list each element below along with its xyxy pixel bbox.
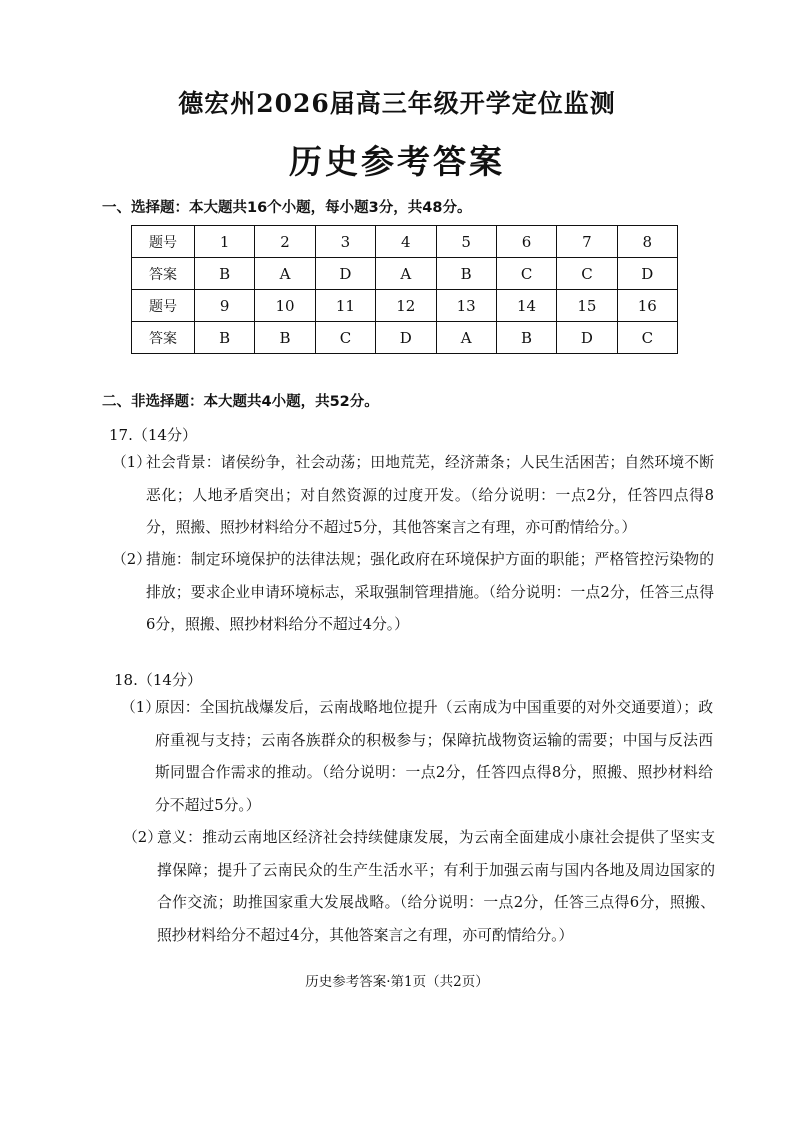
- answer-cell: D: [315, 258, 375, 290]
- question-number: 8: [617, 226, 677, 258]
- answer-cell: C: [617, 322, 677, 354]
- question-17-part-1: [112, 447, 714, 545]
- answer-cell: D: [376, 322, 436, 354]
- answer-cell: B: [496, 322, 556, 354]
- answer-cell: C: [315, 322, 375, 354]
- answer-text: 措施：制定环境保护的法律法规；强化政府在环境保护方面的职能；严格管控污染物的排放；要求企业申请环境标志，采取强制管理措施。（给分说明：一点2分，任答三点得6分，照搬、照抄材料给分不超过4分。）: [146, 551, 714, 633]
- table-row-numbers-1: [132, 226, 678, 258]
- subject-title: 历史参考答案: [289, 142, 505, 181]
- answer-cell: D: [617, 258, 677, 290]
- question-number: 12: [376, 290, 436, 322]
- question-number: 5: [436, 226, 496, 258]
- row-label: 题号: [132, 290, 195, 322]
- question-number: 14: [496, 290, 556, 322]
- answer-cell: B: [436, 258, 496, 290]
- question-18-part-1: [121, 692, 713, 822]
- exam-title: 德宏州2026届高三年级开学定位监测: [178, 89, 616, 118]
- answer-cell: D: [557, 322, 617, 354]
- answer-cell: A: [436, 322, 496, 354]
- section1-heading: 一、选择题：本大题共16个小题，每小题3分，共48分。: [102, 200, 472, 216]
- part-number: （1）: [121, 699, 161, 716]
- question-number: 15: [557, 290, 617, 322]
- question-number: 3: [315, 226, 375, 258]
- question-number: 1: [195, 226, 255, 258]
- answer-cell: B: [195, 322, 255, 354]
- table-row-answers-1: [132, 258, 678, 290]
- part-number: （1）: [112, 454, 152, 471]
- question-18-part-2: [123, 822, 715, 952]
- question-number: 13: [436, 290, 496, 322]
- answer-cell: C: [557, 258, 617, 290]
- part-number: （2）: [112, 551, 152, 568]
- question-17-part-2: [112, 544, 714, 642]
- question-number: 6: [496, 226, 556, 258]
- answer-table: [131, 225, 678, 354]
- row-label: 题号: [132, 226, 195, 258]
- answer-cell: B: [255, 322, 315, 354]
- row-label: 答案: [132, 258, 195, 290]
- question-number: 7: [557, 226, 617, 258]
- question-number: 4: [376, 226, 436, 258]
- answer-cell: B: [195, 258, 255, 290]
- section2-heading: 二、非选择题：本大题共4小题，共52分。: [102, 394, 379, 410]
- answer-text: 原因：全国抗战爆发后，云南战略地位提升（云南成为中国重要的对外交通要道）；政府重视与支持；云南各族群众的积极参与；保障抗战物资运输的需要；中国与反法西斯同盟合作需求的推动。（给分说明：一点2分，任答四点得8分，照搬、照抄材料给分不超过5分。）: [155, 699, 713, 814]
- answer-text: 意义：推动云南地区经济社会持续健康发展，为云南全面建成小康社会提供了坚实支撑保障；提升了云南民众的生产生活水平；有利于加强云南与国内各地及周边国家的合作交流；助推国家重大发展战略。（给分说明：一点2分，任答三点得6分，照搬、照抄材料给分不超过4分，其他答案言之有理，亦可酌情给分。）: [157, 829, 715, 944]
- table-row-numbers-2: [132, 290, 678, 322]
- answer-text: 社会背景：诸侯纷争，社会动荡；田地荒芜，经济萧条；人民生活困苦；自然环境不断恶化；人地矛盾突出；对自然资源的过度开发。（给分说明：一点2分，任答四点得8分，照搬、照抄材料给分不超过5分，其他答案言之有理，亦可酌情给分。）: [146, 454, 714, 536]
- question-number: 10: [255, 290, 315, 322]
- question-number: 9: [195, 290, 255, 322]
- answer-cell: A: [255, 258, 315, 290]
- page-footer: 历史参考答案·第1页（共2页）: [305, 974, 489, 990]
- question-number: 2: [255, 226, 315, 258]
- question-18-header: 18.（14分）: [114, 671, 202, 689]
- table-row-answers-2: [132, 322, 678, 354]
- question-number: 11: [315, 290, 375, 322]
- row-label: 答案: [132, 322, 195, 354]
- question-17-header: 17.（14分）: [109, 426, 197, 444]
- part-number: （2）: [123, 829, 163, 846]
- answer-cell: C: [496, 258, 556, 290]
- question-number: 16: [617, 290, 677, 322]
- answer-cell: A: [376, 258, 436, 290]
